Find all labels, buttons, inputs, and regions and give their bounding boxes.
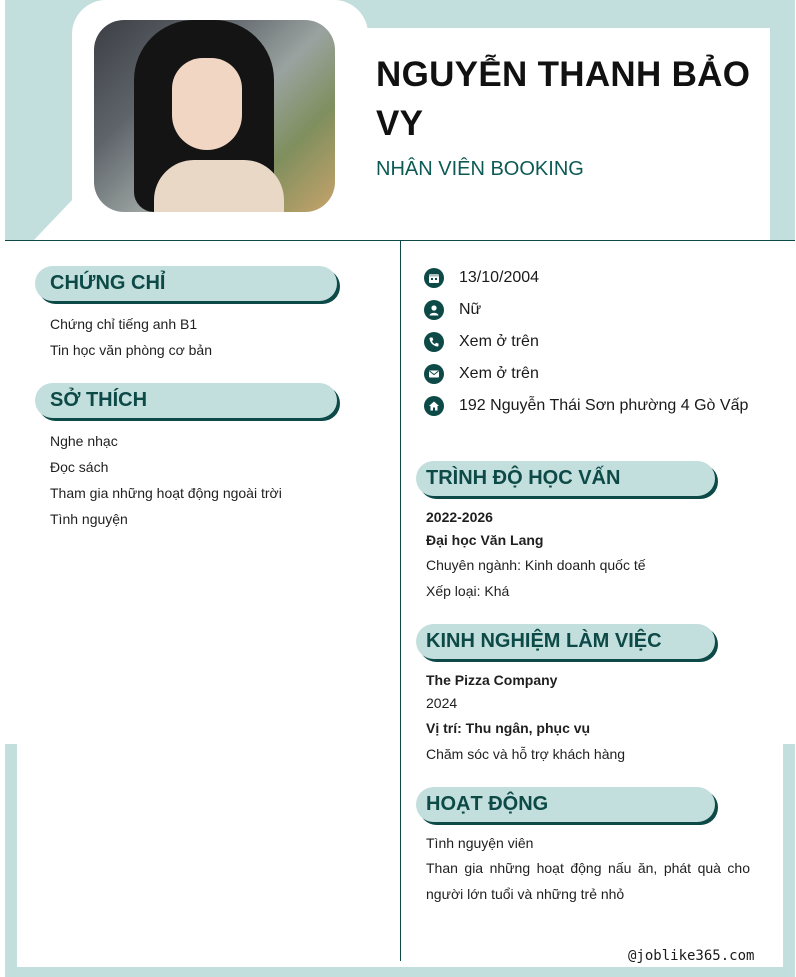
experience-heading: KINH NGHIỆM LÀM VIỆC <box>416 624 715 659</box>
hobby-item: Nghe nhạc <box>50 433 118 449</box>
footer-border-bottom <box>5 967 795 977</box>
activities-heading: HOẠT ĐỘNG <box>416 787 715 822</box>
contact-phone <box>424 331 539 353</box>
contact-address <box>424 395 748 417</box>
footer-border-left <box>5 744 17 977</box>
person-icon <box>424 300 444 320</box>
hobby-item: Tham gia những hoạt động ngoài trời <box>50 485 282 501</box>
education-rank: Xếp loại: Khá <box>426 583 510 599</box>
education-major: Chuyên ngành: Kinh doanh quốc tế <box>426 557 646 573</box>
footer-border-right <box>783 744 795 977</box>
hobby-item: Đọc sách <box>50 459 109 475</box>
candidate-name: NGUYỄN THANH BẢO VY <box>376 55 751 143</box>
column-divider <box>400 241 401 961</box>
phone-value: Xem ở trên <box>459 333 539 350</box>
certificates-heading: CHỨNG CHỈ <box>35 266 337 301</box>
job-title: NHÂN VIÊN BOOKING <box>376 158 584 180</box>
certificate-item: Chứng chỉ tiếng anh B1 <box>50 316 198 332</box>
photo-face <box>172 58 242 150</box>
education-heading: TRÌNH ĐỘ HỌC VẤN <box>416 461 715 496</box>
photo-shirt <box>154 160 284 212</box>
contact-gender <box>424 299 481 321</box>
address-value: 192 Nguyễn Thái Sơn phường 4 Gò Vấp <box>459 397 749 414</box>
contact-birthday <box>424 267 539 289</box>
contact-email <box>424 363 539 385</box>
activities-role: Tình nguyện viên <box>426 835 534 851</box>
home-icon <box>424 396 444 416</box>
watermark: @joblike365.com <box>628 948 755 964</box>
activities-description: Than gia những hoạt động nấu ăn, phát quà cho người lớn tuổi và những trẻ nhỏ <box>426 860 750 902</box>
email-value: Xem ở trên <box>459 365 539 382</box>
certificate-item: Tin học văn phòng cơ bản <box>50 342 212 358</box>
experience-description: Chăm sóc và hỗ trợ khách hàng <box>426 746 626 762</box>
birthday-value: 13/10/2004 <box>459 269 540 286</box>
experience-position: Vị trí: Thu ngân, phục vụ <box>426 720 591 736</box>
mail-icon <box>424 364 444 384</box>
calendar-icon <box>424 268 444 288</box>
experience-year: 2024 <box>426 695 458 711</box>
hobby-item: Tình nguyện <box>50 511 128 527</box>
education-school: Đại học Văn Lang <box>426 532 544 548</box>
experience-company: The Pizza Company <box>426 672 558 688</box>
profile-photo <box>94 20 335 212</box>
education-period: 2022-2026 <box>426 509 493 525</box>
phone-icon <box>424 332 444 352</box>
photo-frame-corner <box>34 198 74 240</box>
gender-value: Nữ <box>459 301 482 318</box>
hobbies-heading: SỞ THÍCH <box>35 383 337 418</box>
